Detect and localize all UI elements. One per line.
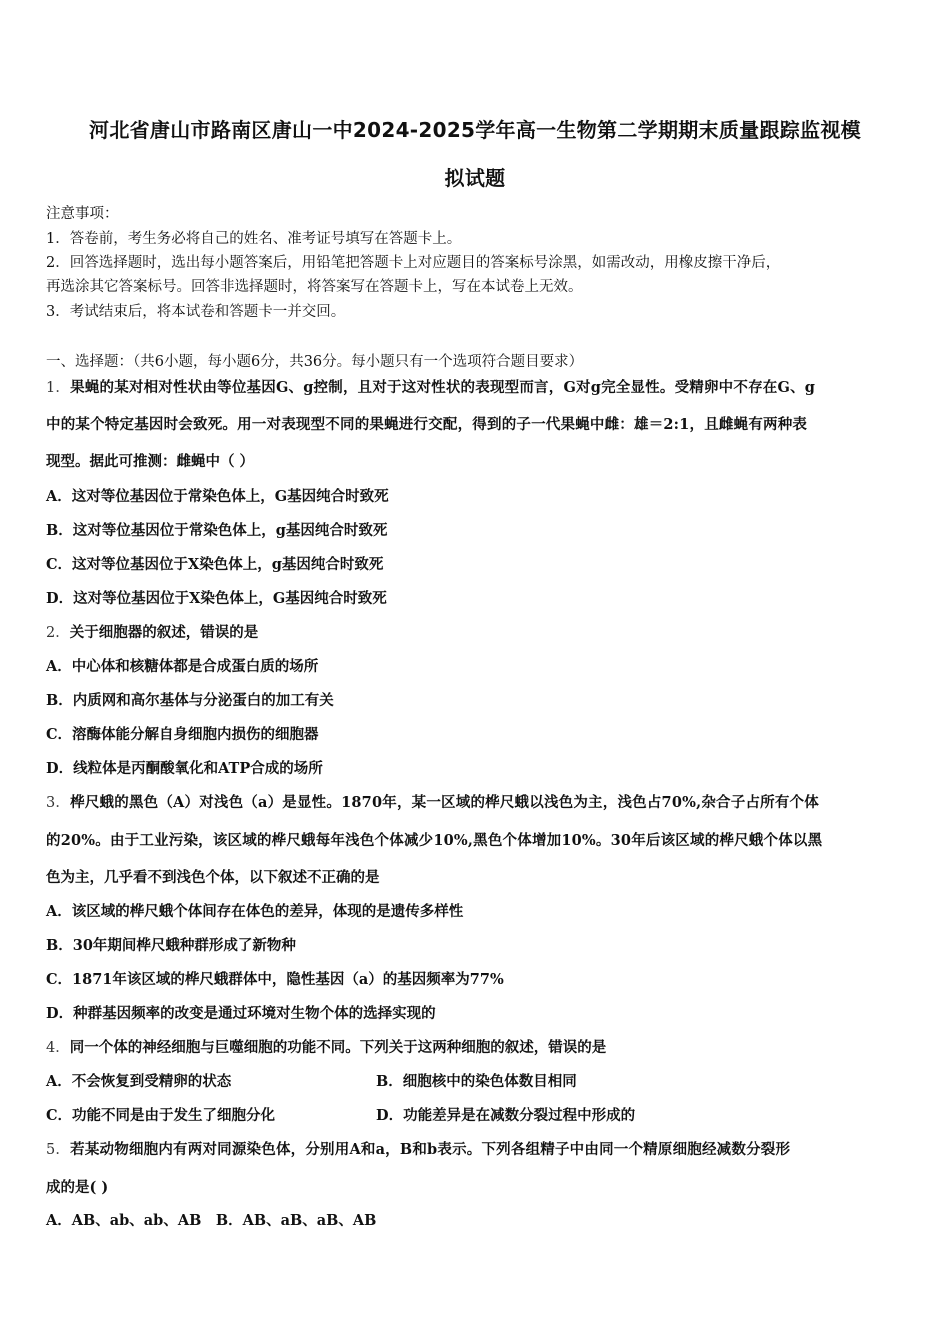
question-number: 3． [46, 795, 71, 811]
question-number: 1． [46, 380, 71, 396]
notice-item-1: 1．答卷前，考生务必将自己的姓名、准考证号填写在答题卡上。 [46, 231, 462, 247]
question-4-option-b: B．细胞核中的染色体数目相同 [376, 1073, 577, 1090]
question-text: 关于细胞器的叙述，错误的是 [69, 624, 259, 641]
question-1-option-d: D．这对等位基因位于X染色体上，G基因纯合时致死 [46, 590, 387, 607]
notice-item-2: 2．回答选择题时，选出每小题答案后，用铅笔把答题卡上对应题目的答案标号涂黑，如需改动，用橡皮擦干净后， [46, 255, 781, 271]
section-heading: 一、选择题：（共6小题，每小题6分，共36分。每小题只有一个选项符合题目要求） [46, 354, 584, 370]
question-3-option-b: B．30年期间桦尺蛾种群形成了新物种 [46, 937, 296, 954]
notice-item-3: 3．考试结束后，将本试卷和答题卡一并交回。 [46, 304, 346, 320]
question-number: 2． [46, 625, 70, 641]
exam-title-line-1: 河北省唐山市路南区唐山一中2024-2025学年高一生物第二学期期末质量跟踪监视模 [89, 118, 861, 142]
question-2-option-c: C．溶酶体能分解自身细胞内损伤的细胞器 [46, 726, 319, 743]
question-3-option-d: D．种群基因频率的改变是通过环境对生物个体的选择实现的 [46, 1005, 436, 1022]
question-4-option-d: D．功能差异是在减数分裂过程中形成的 [376, 1107, 636, 1124]
question-number: 4． [46, 1040, 70, 1056]
question-2-option-d: D．线粒体是丙酮酸氧化和ATP合成的场所 [46, 760, 323, 777]
question-2-stem [46, 621, 258, 642]
question-5-options: A．AB、ab、ab、AB B．AB、aB、aB、AB [46, 1212, 377, 1229]
question-4-stem [46, 1036, 606, 1057]
question-5-stem-1 [46, 1138, 906, 1159]
notice-item-2-cont: 再选涂其它答案标号。回答非选择题时，将答案写在答题卡上，写在本试卷上无效。 [46, 279, 583, 295]
question-1-option-a: A．这对等位基因位于常染色体上，G基因纯合时致死 [46, 488, 389, 505]
question-text: 桦尺蛾的黑色（A）对浅色（a）是显性。1870年，某一区域的桦尺蛾以浅色为主，浅色占70%,杂合子占所有个体 [70, 794, 819, 811]
question-3-stem-1 [46, 791, 906, 812]
question-1-stem-3: 现型。据此可推测：雌蝇中（ ） [46, 453, 255, 470]
notice-heading: 注意事项： [46, 206, 119, 222]
question-2-option-b: B．内质网和高尔基体与分泌蛋白的加工有关 [46, 692, 334, 709]
question-5-stem-2: 成的是( ) [46, 1179, 109, 1196]
question-text: 果蝇的某对相对性状由等位基因G、g控制，且对于这对性状的表现型而言，G对g完全显性。受精卵中不存在G、g [70, 379, 816, 396]
question-3-stem-2: 的20%。由于工业污染，该区域的桦尺蛾每年浅色个体减少10%,黑色个体增加10%。30年后该区域的桦尺蛾个体以黑 [46, 832, 823, 849]
question-number: 5． [46, 1142, 71, 1158]
question-1-option-b: B．这对等位基因位于常染色体上，g基因纯合时致死 [46, 522, 388, 539]
question-3-option-c: C．1871年该区域的桦尺蛾群体中，隐性基因（a）的基因频率为77% [46, 971, 504, 988]
question-1-stem-1 [46, 376, 906, 397]
question-3-option-a: A．该区域的桦尺蛾个体间存在体色的差异，体现的是遗传多样性 [46, 903, 464, 920]
question-2-option-a: A．中心体和核糖体都是合成蛋白质的场所 [46, 658, 319, 675]
question-4-option-c: C．功能不同是由于发生了细胞分化 [46, 1107, 276, 1124]
question-4-option-a: A．不会恢复到受精卵的状态 [46, 1073, 232, 1090]
exam-title-line-2: 拟试题 [444, 166, 506, 190]
question-text: 同一个体的神经细胞与巨噬细胞的功能不同。下列关于这两种细胞的叙述，错误的是 [69, 1039, 607, 1056]
question-1-option-c: C．这对等位基因位于X染色体上，g基因纯合时致死 [46, 556, 384, 573]
question-1-stem-2: 中的某个特定基因时会致死。用一对表现型不同的果蝇进行交配，得到的子一代果蝇中雌：雄＝2:1，且雌蝇有两种表 [46, 416, 808, 433]
question-text: 若某动物细胞内有两对同源染色体，分别用A和a，B和b表示。下列各组精子中由同一个精原细胞经减数分裂形 [70, 1141, 791, 1158]
question-3-stem-3: 色为主，几乎看不到浅色个体，以下叙述不正确的是 [46, 869, 380, 886]
